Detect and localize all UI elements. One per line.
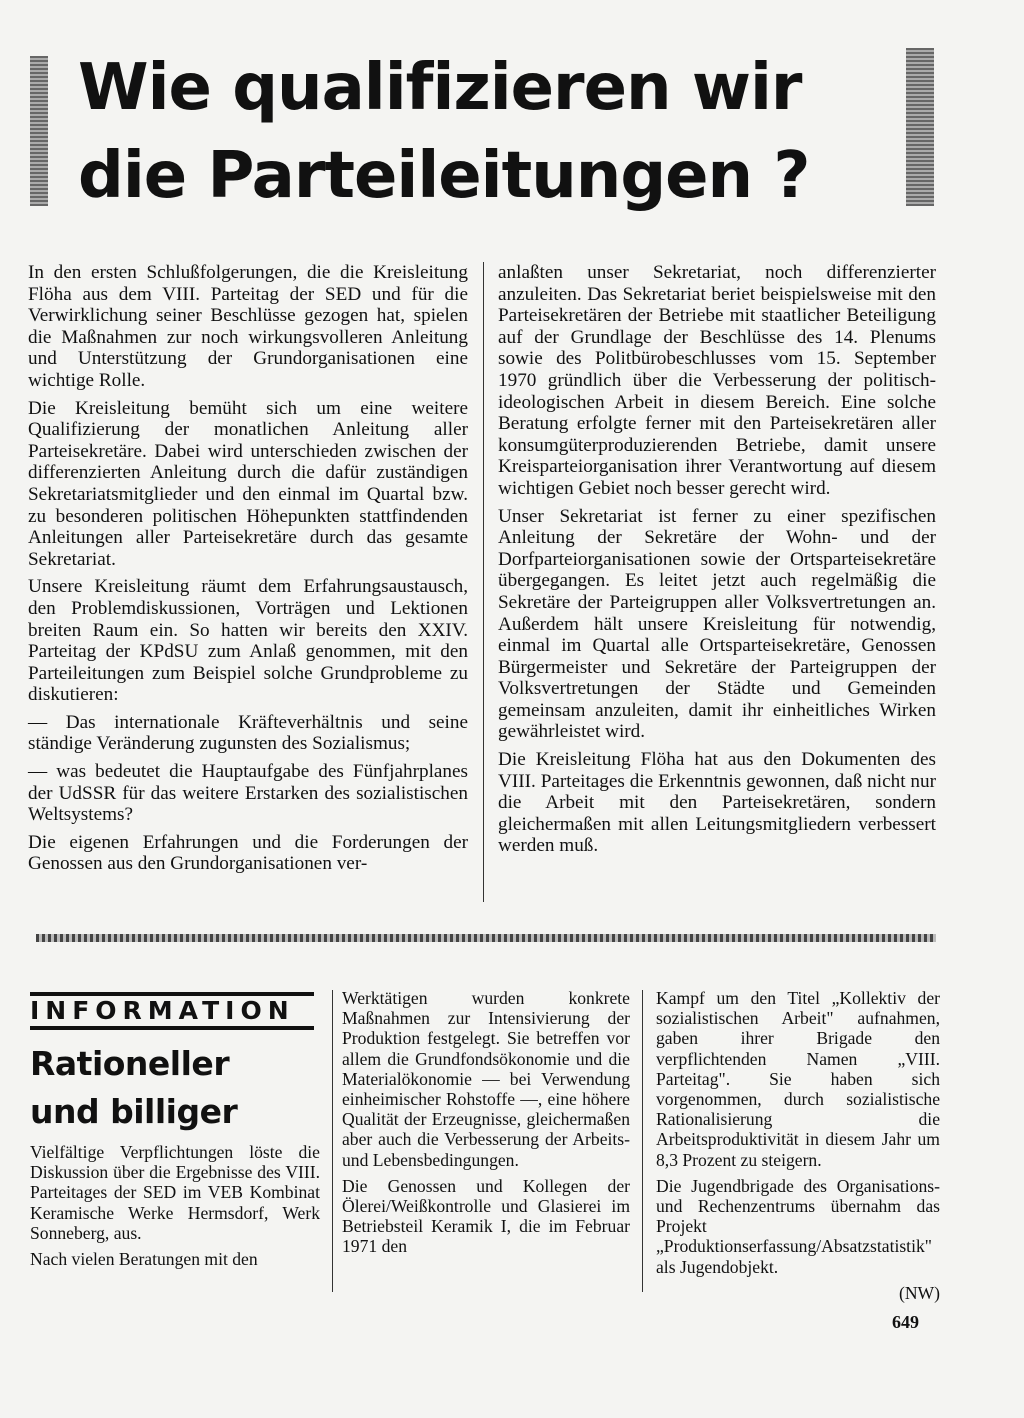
paragraph: Kampf um den Titel „Kollektiv der sozialistischen Arbeit" aufnahmen, gaben ihrer Brigade den verpflichtenden Namen „VIII. Parteitag". Sie haben sich vorgenommen, durch sozialistische Rationalisierung die Arbeitsproduktivität in diesem Jahr um 8,3 Prozent zu steigern. (656, 988, 940, 1170)
paragraph: Die Kreisleitung bemüht sich um eine weitere Qualifizierung der monatlichen Anleitung aller Parteisekretäre. Dabei wird unterschieden zwischen der differenzierten Anleitung durch die dafür zuständigen Sekretariatsmitglieder und den einmal im Quartal bzw. zu besonderen politischen Höhepunkten stattfindenden Anleitungen aller Parteisekretäre durch das gesamte Sekretariat. (28, 397, 468, 570)
information-headline-line-2: und billiger (30, 1092, 238, 1131)
headline-line-1: Wie qualifizieren wir (78, 51, 802, 125)
article-column-2 (498, 262, 936, 863)
paragraph: Die Kreisleitung Flöha hat aus den Dokumenten des VIII. Parteitages die Erkenntnis gewonnen, daß nicht nur die Arbeit mit den Parteisekretären, sondern gleichermaßen mit allen Leitungsmitgliedern verbessert werden muß. (498, 749, 936, 857)
title-decoration-left (30, 56, 48, 206)
list-item: — was bedeutet die Hauptaufgabe des Fünfjahrplanes der UdSSR für das weitere Erstarken des sozialistischen Weltsystems? (28, 761, 468, 826)
information-headline (30, 1040, 320, 1136)
paragraph: In den ersten Schlußfolgerungen, die die Kreisleitung Flöha aus dem VIII. Parteitag der SED und für die Verwirklichung seiner Beschlüsse gezogen hat, spielen die Maßnahmen zur noch wirkungsvolleren Anleitung und Unterstützung der Grundorganisationen eine wichtige Rolle. (28, 262, 468, 391)
paragraph: Unser Sekretariat ist ferner zu einer spezifischen Anleitung der Sekretäre der Wohn- und der Dorfparteiorganisationen sowie der Ortsparteisekretäre übergegangen. Es leitet jetzt auch regelmäßig die Sekretäre der Parteigruppen aller Volksvertretungen an. Außerdem hält unsere Kreisleitung für notwendig, einmal im Quartal alle Ortsparteisekretäre, Genossen Bürgermeister und Sekretäre der Parteigruppen der Volksvertretungen der Städte und Gemeinden gemeinsam anzuleiten, damit ihr einheitliches Wirken gewährleistet wird. (498, 505, 936, 743)
paragraph: Die Genossen und Kollegen der Ölerei/Weißkontrolle und Glasierei im Betriebsteil Keramik I, die im Februar 1971 den (342, 1175, 630, 1257)
paragraph: Die eigenen Erfahrungen und die Forderungen der Genossen aus den Grundorganisationen ver- (28, 831, 468, 875)
information-column-2 (342, 988, 630, 1263)
information-column-1 (30, 1142, 320, 1275)
paragraph: Vielfältige Verpflichtungen löste die Diskussion über die Ergebnisse des VIII. Parteitages der SED im VEB Kombinat Keramische Werke Hermsdorf, Werk Sonneberg, aus. (30, 1142, 320, 1243)
headline-line-2: die Parteileitungen ? (78, 139, 810, 213)
column-divider (332, 990, 333, 1292)
paragraph: Unsere Kreisleitung räumt dem Erfahrungsaustausch, den Problemdiskussionen, Vorträgen und Lektionen breiten Raum ein. So hatten wir bereits den XXIV. Parteitag der KPdSU zum Anlaß genommen, mit den Parteileitungen zum Beispiel solche Grundprobleme zu diskutieren: (28, 576, 468, 706)
article-headline (78, 44, 898, 220)
title-decoration-right (906, 48, 934, 206)
information-column-3 (656, 988, 940, 1303)
information-label: INFORMATION (30, 992, 314, 1030)
information-headline-line-1: Rationeller (30, 1044, 230, 1083)
section-separator (36, 934, 936, 942)
paragraph: Die Jugendbrigade des Organisations- und Rechenzentrums übernahm das Projekt „Produktionserfassung/Absatzstatistik" als Jugendobjekt. (656, 1175, 940, 1277)
page-number: 649 (892, 1312, 919, 1332)
list-item: — Das internationale Kräfteverhältnis und seine ständige Veränderung zugunsten des Sozialismus; (28, 711, 468, 755)
column-divider (483, 262, 484, 902)
paragraph: Werktätigen wurden konkrete Maßnahmen zur Intensivierung der Produktion festgelegt. Sie betreffen vor allem die Grundfondsökonomie und die Materialökonomie — bei Verwendung einheimischer Rohstoffe —, eine höhere Qualität der Erzeugnisse, gleichermaßen aber auch die Verbesserung der Arbeits- und Lebensbedingungen. (342, 988, 630, 1170)
author-signoff: (NW) (898, 1282, 940, 1303)
paragraph: Nach vielen Beratungen mit den (30, 1249, 258, 1270)
column-divider (642, 990, 643, 1292)
paragraph: anlaßten unser Sekretariat, noch differenzierter anzuleiten. Das Sekretariat beriet beispielsweise mit den Parteisekretären der Betriebe mit staatlicher Beteiligung auf der Grundlage der Beschlüsse des 14. Plenums sowie des Politbürobeschlusses vom 15. September 1970 gründlich über die Verbesserung der politisch-ideologischen Arbeit in diesem Bereich. Eine solche Beratung erfolgte ferner mit den Parteisekretären aller konsumgüterproduzierenden Betriebe, damit unsere Kreisparteiorganisation ihrer Verantwortung auf diesem wichtigen Gebiet noch besser gerecht wird. (498, 262, 936, 499)
article-column-1 (28, 262, 468, 881)
